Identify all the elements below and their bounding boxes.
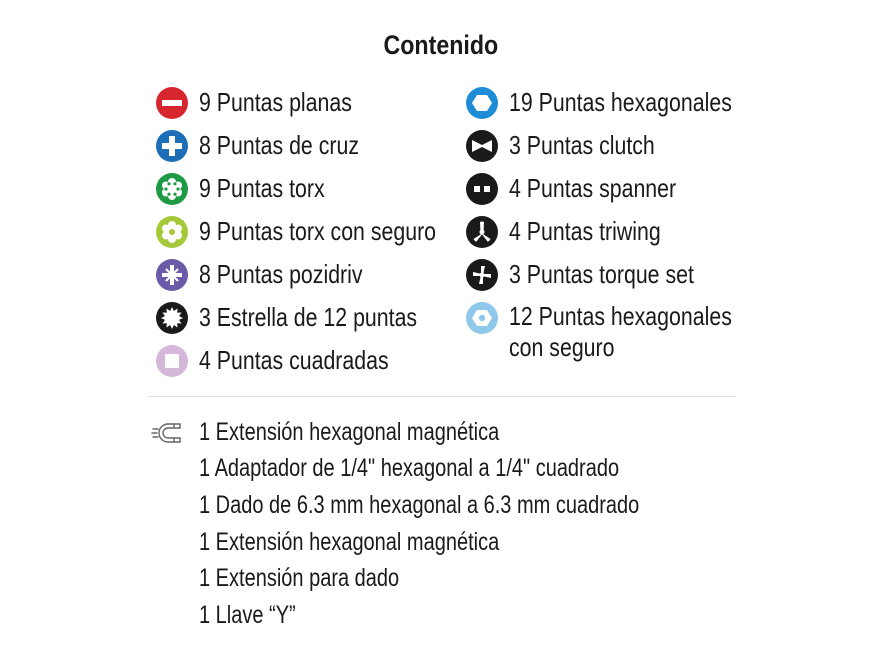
list-item xyxy=(156,258,488,301)
square-tip-icon xyxy=(156,345,188,377)
item-label: 9 Puntas planas xyxy=(199,87,352,117)
list-item xyxy=(466,129,789,172)
item-label: 9 Puntas torx con seguro xyxy=(199,216,437,246)
hex-security-tip-icon xyxy=(466,302,498,334)
list-item xyxy=(156,301,488,344)
section-divider xyxy=(148,396,736,397)
list-item xyxy=(466,172,789,215)
list-item xyxy=(466,258,789,301)
item-label: 8 Puntas pozidriv xyxy=(199,259,363,289)
item-label: 12 Puntas hexagonales con seguro xyxy=(509,301,732,362)
torque-set-tip-icon xyxy=(466,259,498,291)
item-label: 3 Puntas clutch xyxy=(509,130,655,160)
accessory-label: 1 Dado de 6.3 mm hexagonal a 6.3 mm cuadrado xyxy=(199,490,640,519)
list-item xyxy=(156,172,488,215)
accessory-label: 1 Llave “Y” xyxy=(199,600,296,629)
torx-security-tip-icon xyxy=(156,216,188,248)
item-label: 4 Puntas spanner xyxy=(509,173,677,203)
list-item xyxy=(466,215,789,258)
tip-list-left xyxy=(156,86,488,387)
item-label: 3 Estrella de 12 puntas xyxy=(199,302,418,332)
flat-tip-icon xyxy=(156,87,188,119)
list-item xyxy=(156,86,488,129)
hex-tip-icon xyxy=(466,87,498,119)
page-title: Contenido xyxy=(383,30,499,60)
list-item xyxy=(466,301,789,362)
clutch-tip-icon xyxy=(466,130,498,162)
magnet-icon xyxy=(150,418,192,448)
pozidriv-tip-icon xyxy=(156,259,188,291)
list-item xyxy=(156,344,488,387)
item-label: 19 Puntas hexagonales xyxy=(509,87,732,117)
torx-tip-icon xyxy=(156,173,188,205)
item-label: 4 Puntas triwing xyxy=(509,216,661,246)
accessory-label: 1 Extensión hexagonal magnética xyxy=(199,527,500,556)
item-label: 3 Puntas torque set xyxy=(509,259,694,289)
accessory-label: 1 Extensión para dado xyxy=(199,564,400,593)
accessory-label: 1 Extensión hexagonal magnética xyxy=(199,417,500,446)
twelve-point-star-icon xyxy=(156,302,188,334)
list-item xyxy=(466,86,789,129)
item-label: 4 Puntas cuadradas xyxy=(199,345,389,375)
accessory-label: 1 Adaptador de 1/4" hexagonal a 1/4" cuadrado xyxy=(199,454,620,483)
item-label: 9 Puntas torx xyxy=(199,173,325,203)
item-label: 8 Puntas de cruz xyxy=(199,130,360,160)
spanner-tip-icon xyxy=(466,173,498,205)
list-item xyxy=(156,129,488,172)
phillips-tip-icon xyxy=(156,130,188,162)
tip-list-right xyxy=(466,86,789,362)
triwing-tip-icon xyxy=(466,216,498,248)
list-item xyxy=(156,215,488,258)
